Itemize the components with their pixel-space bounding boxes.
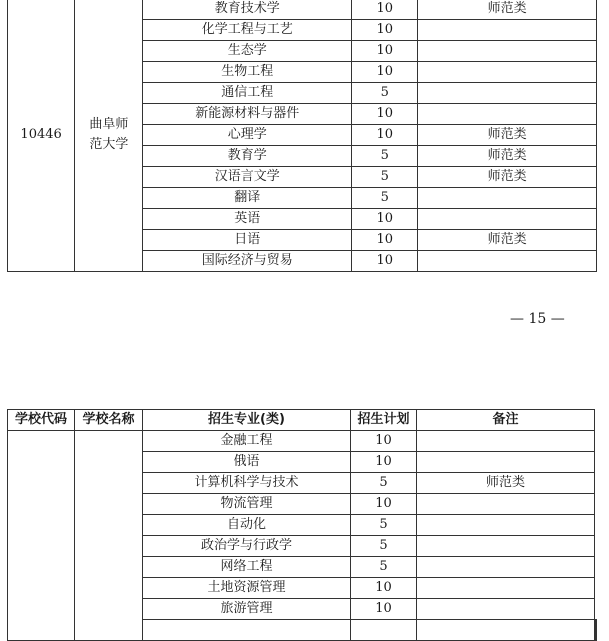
- major-cell: 英语: [143, 209, 352, 230]
- note-cell: [418, 209, 597, 230]
- note-cell: 师范类: [418, 0, 597, 20]
- note-cell: 师范类: [417, 473, 595, 494]
- note-cell: [418, 62, 597, 83]
- plan-cell: 10: [352, 104, 418, 125]
- plan-cell: 5: [352, 146, 418, 167]
- major-cell: 国际经济与贸易: [143, 251, 352, 272]
- major-cell: 俄语: [143, 452, 351, 473]
- plan-cell: 10: [351, 452, 417, 473]
- plan-cell: 10: [351, 494, 417, 515]
- major-cell: 网络工程: [143, 557, 351, 578]
- major-cell: 化学工程与工艺: [143, 20, 352, 41]
- note-cell: [418, 188, 597, 209]
- table-header-row: [8, 410, 597, 431]
- major-cell: 政治学与行政学: [143, 536, 351, 557]
- major-cell: 金融工程: [143, 431, 351, 452]
- note-cell: [417, 578, 595, 599]
- note-cell: 师范类: [418, 125, 597, 146]
- plan-cell: 10: [352, 62, 418, 83]
- empty-cell: [417, 620, 595, 641]
- note-cell: [417, 515, 595, 536]
- school-name-cell: [75, 431, 143, 641]
- plan-cell: 5: [352, 83, 418, 104]
- header-school-code: 学校代码: [8, 410, 75, 431]
- plan-cell: 10: [352, 230, 418, 251]
- major-cell: 自动化: [143, 515, 351, 536]
- major-cell: 日语: [143, 230, 352, 251]
- note-cell: [417, 557, 595, 578]
- plan-cell: 10: [351, 578, 417, 599]
- plan-cell: 5: [351, 536, 417, 557]
- top-table-body: [8, 0, 597, 272]
- major-cell: 土地资源管理: [143, 578, 351, 599]
- note-cell: [418, 83, 597, 104]
- school-name-cell: [75, 0, 143, 272]
- header-major: 招生专业(类): [143, 410, 351, 431]
- plan-cell: 10: [352, 125, 418, 146]
- note-cell: 师范类: [418, 167, 597, 188]
- note-cell: [417, 452, 595, 473]
- plan-cell: 5: [352, 188, 418, 209]
- plan-cell: 5: [351, 515, 417, 536]
- major-cell: 计算机科学与技术: [143, 473, 351, 494]
- plan-cell: 10: [352, 251, 418, 272]
- header-plan: 招生计划: [351, 410, 417, 431]
- major-cell: 翻译: [143, 188, 352, 209]
- empty-cell: [143, 620, 351, 641]
- note-cell: [417, 431, 595, 452]
- plan-cell: 10: [352, 209, 418, 230]
- plan-cell: 5: [351, 473, 417, 494]
- major-cell: 心理学: [143, 125, 352, 146]
- note-cell: [417, 494, 595, 515]
- table-row: [8, 0, 597, 20]
- note-cell: [418, 20, 597, 41]
- major-cell: 新能源材料与器件: [143, 104, 352, 125]
- major-cell: 生物工程: [143, 62, 352, 83]
- school-name-text: 曲阜师范大学: [89, 117, 129, 152]
- plan-cell: 10: [351, 599, 417, 620]
- enrollment-table-bottom: [7, 409, 597, 641]
- major-cell: 旅游管理: [143, 599, 351, 620]
- note-cell: [418, 41, 597, 62]
- page-number: — 15 —: [510, 311, 565, 327]
- major-cell: 教育学: [143, 146, 352, 167]
- empty-cell: [596, 620, 597, 641]
- major-cell: 物流管理: [143, 494, 351, 515]
- enrollment-table-top: [7, 0, 597, 272]
- major-cell: 汉语言文学: [143, 167, 352, 188]
- note-cell: [418, 104, 597, 125]
- header-school-name: 学校名称: [75, 410, 143, 431]
- plan-cell: 10: [352, 41, 418, 62]
- empty-cell: [351, 620, 417, 641]
- plan-cell: 10: [351, 431, 417, 452]
- school-code-cell: [8, 431, 75, 641]
- note-cell: [417, 536, 595, 557]
- major-cell: 通信工程: [143, 83, 352, 104]
- major-cell: 教育技术学: [143, 0, 352, 20]
- note-cell: [418, 251, 597, 272]
- table-row: [8, 431, 597, 452]
- plan-cell: 5: [351, 557, 417, 578]
- note-cell: 师范类: [418, 146, 597, 167]
- header-note: 备注: [417, 410, 595, 431]
- bottom-table-body: [8, 431, 597, 641]
- note-cell: 师范类: [418, 230, 597, 251]
- plan-cell: 10: [352, 0, 418, 20]
- plan-cell: 5: [352, 167, 418, 188]
- major-cell: 生态学: [143, 41, 352, 62]
- school-code-cell: 10446: [8, 0, 75, 272]
- plan-cell: 10: [352, 20, 418, 41]
- note-cell: [417, 599, 595, 620]
